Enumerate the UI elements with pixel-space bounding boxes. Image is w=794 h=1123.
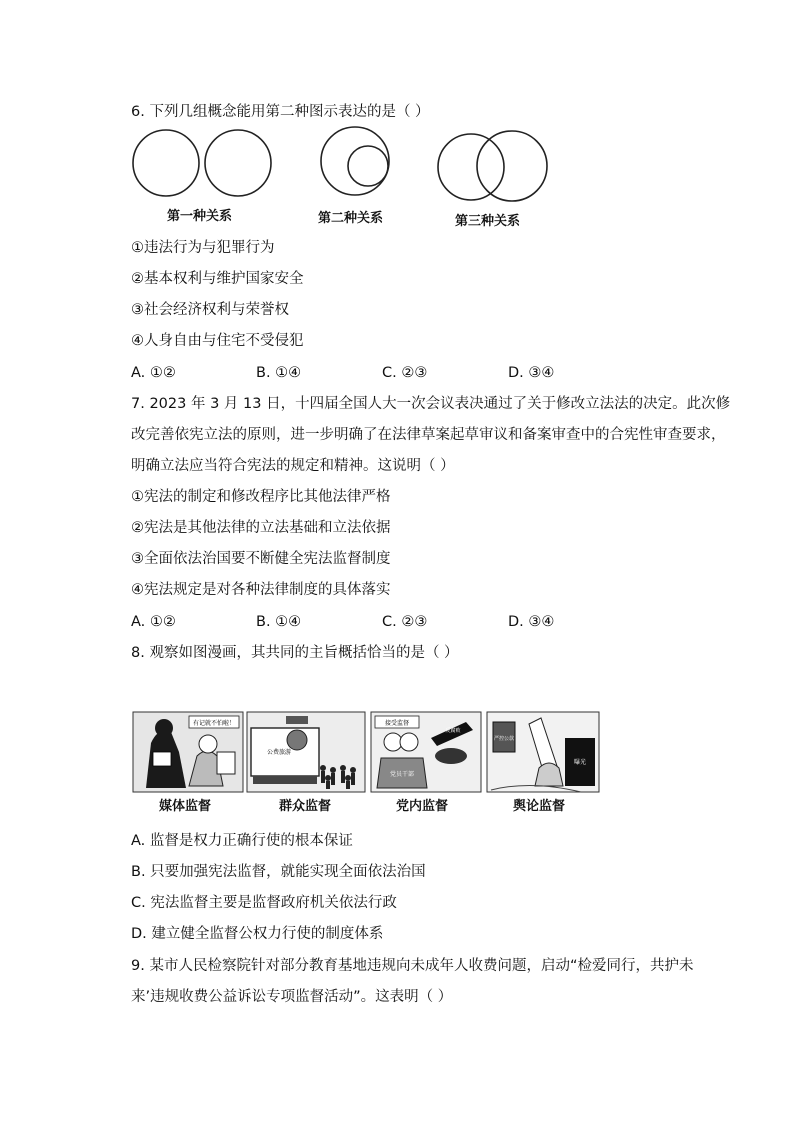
q7-statement-3: ③全面依法治国要不断健全宪法监督制度 [131,551,391,567]
q7-statement-4: ④宪法规定是对各种法律制度的具体落实 [131,582,391,598]
cartoon-text-anticorruption: 反腐败 [445,728,461,734]
cartoon-caption-2: 群众监督 [279,799,332,814]
cartoon-panel-mass [247,712,365,792]
cartoon-text-accept: 接受监督 [384,720,410,727]
q7-statement-2: ②宪法是其他法律的立法基础和立法依据 [131,520,391,536]
q8-option-a: A. 监督是权力正确行使的根本保证 [131,833,353,849]
diagram-label-3: 第三种关系 [455,214,521,229]
q6-statement-2: ②基本权利与维护国家安全 [131,271,304,287]
cartoon-caption-3: 党内监督 [396,799,449,814]
q8-option-b: B. 只要加强宪法监督，就能实现全面依法治国 [131,864,426,880]
cartoon-text-control: 严控公款 [493,736,515,742]
q6-statement-4: ④人身自由与住宅不受侵犯 [131,333,304,349]
cartoon-text-trip: 公费旅游 [267,749,292,756]
diagram-label-2: 第二种关系 [318,211,384,226]
q6-statement-3: ③社会经济权利与荣誉权 [131,302,289,318]
q7-option-c: C. ②③ [382,614,428,630]
diagram3-right-circle [477,131,547,201]
cartoon-caption-4: 舆论监督 [513,799,566,814]
q6-statement-1: ①违法行为与犯罪行为 [131,240,275,256]
q7-option-b: B. ①④ [256,614,302,630]
q7-stem-line-1: 7. 2023 年 3 月 13 日，十四届全国人大一次会议表决通过了关于修改立法法的决定。此次修 [131,396,731,412]
q8-stem: 8. 观察如图漫画，其共同的主旨概括恰当的是（ ） [131,645,459,661]
cartoon-bubble-media: 有记就不怕啦！ [192,720,236,727]
cartoon-caption-1: 媒体监督 [159,799,212,814]
cartoon-text-cadre: 党员干部 [389,771,415,778]
q7-stem-line-3: 明确立法应当符合宪法的规定和精神。这说明（ ） [131,458,455,474]
diagram2-inner-circle [348,146,388,186]
diagram1-right-circle [205,130,271,196]
q7-option-d: D. ③④ [508,614,555,630]
diagram2-outer-circle [321,127,389,195]
q6-option-a: A. ①② [131,365,176,381]
cartoon-panel-party [371,712,481,792]
q7-option-a: A. ①② [131,614,176,630]
diagram1-left-circle [133,130,199,196]
q6-stem: 6. 下列几组概念能用第二种图示表达的是（ ） [131,104,430,120]
q9-stem-line-2: 来’违规收费公益诉讼专项监督活动”。这表明（ ） [131,989,453,1005]
cartoon-panel-opinion [487,712,599,792]
q6-option-d: D. ③④ [508,365,555,381]
q9-stem-line-1: 9. 某市人民检察院针对部分教育基地违规向未成年人收费问题，启动“检爱同行，共护未 [131,958,694,974]
diagram3-left-circle [438,134,504,200]
q7-statement-1: ①宪法的制定和修改程序比其他法律严格 [131,489,391,505]
q6-option-b: B. ①④ [256,365,302,381]
q6-option-c: C. ②③ [382,365,428,381]
q8-option-d: D. 建立健全监督公权力行使的制度体系 [131,926,384,942]
diagram-label-1: 第一种关系 [167,209,233,224]
cartoon-panel-media [133,712,243,792]
q7-stem-line-2: 改完善依宪立法的原则，进一步明确了在法律草案起草审议和备案审查中的合宪性审查要求， [131,427,726,443]
q8-option-c: C. 宪法监督主要是监督政府机关依法行政 [131,895,397,911]
cartoon-text-expose: 曝光 [573,759,587,766]
